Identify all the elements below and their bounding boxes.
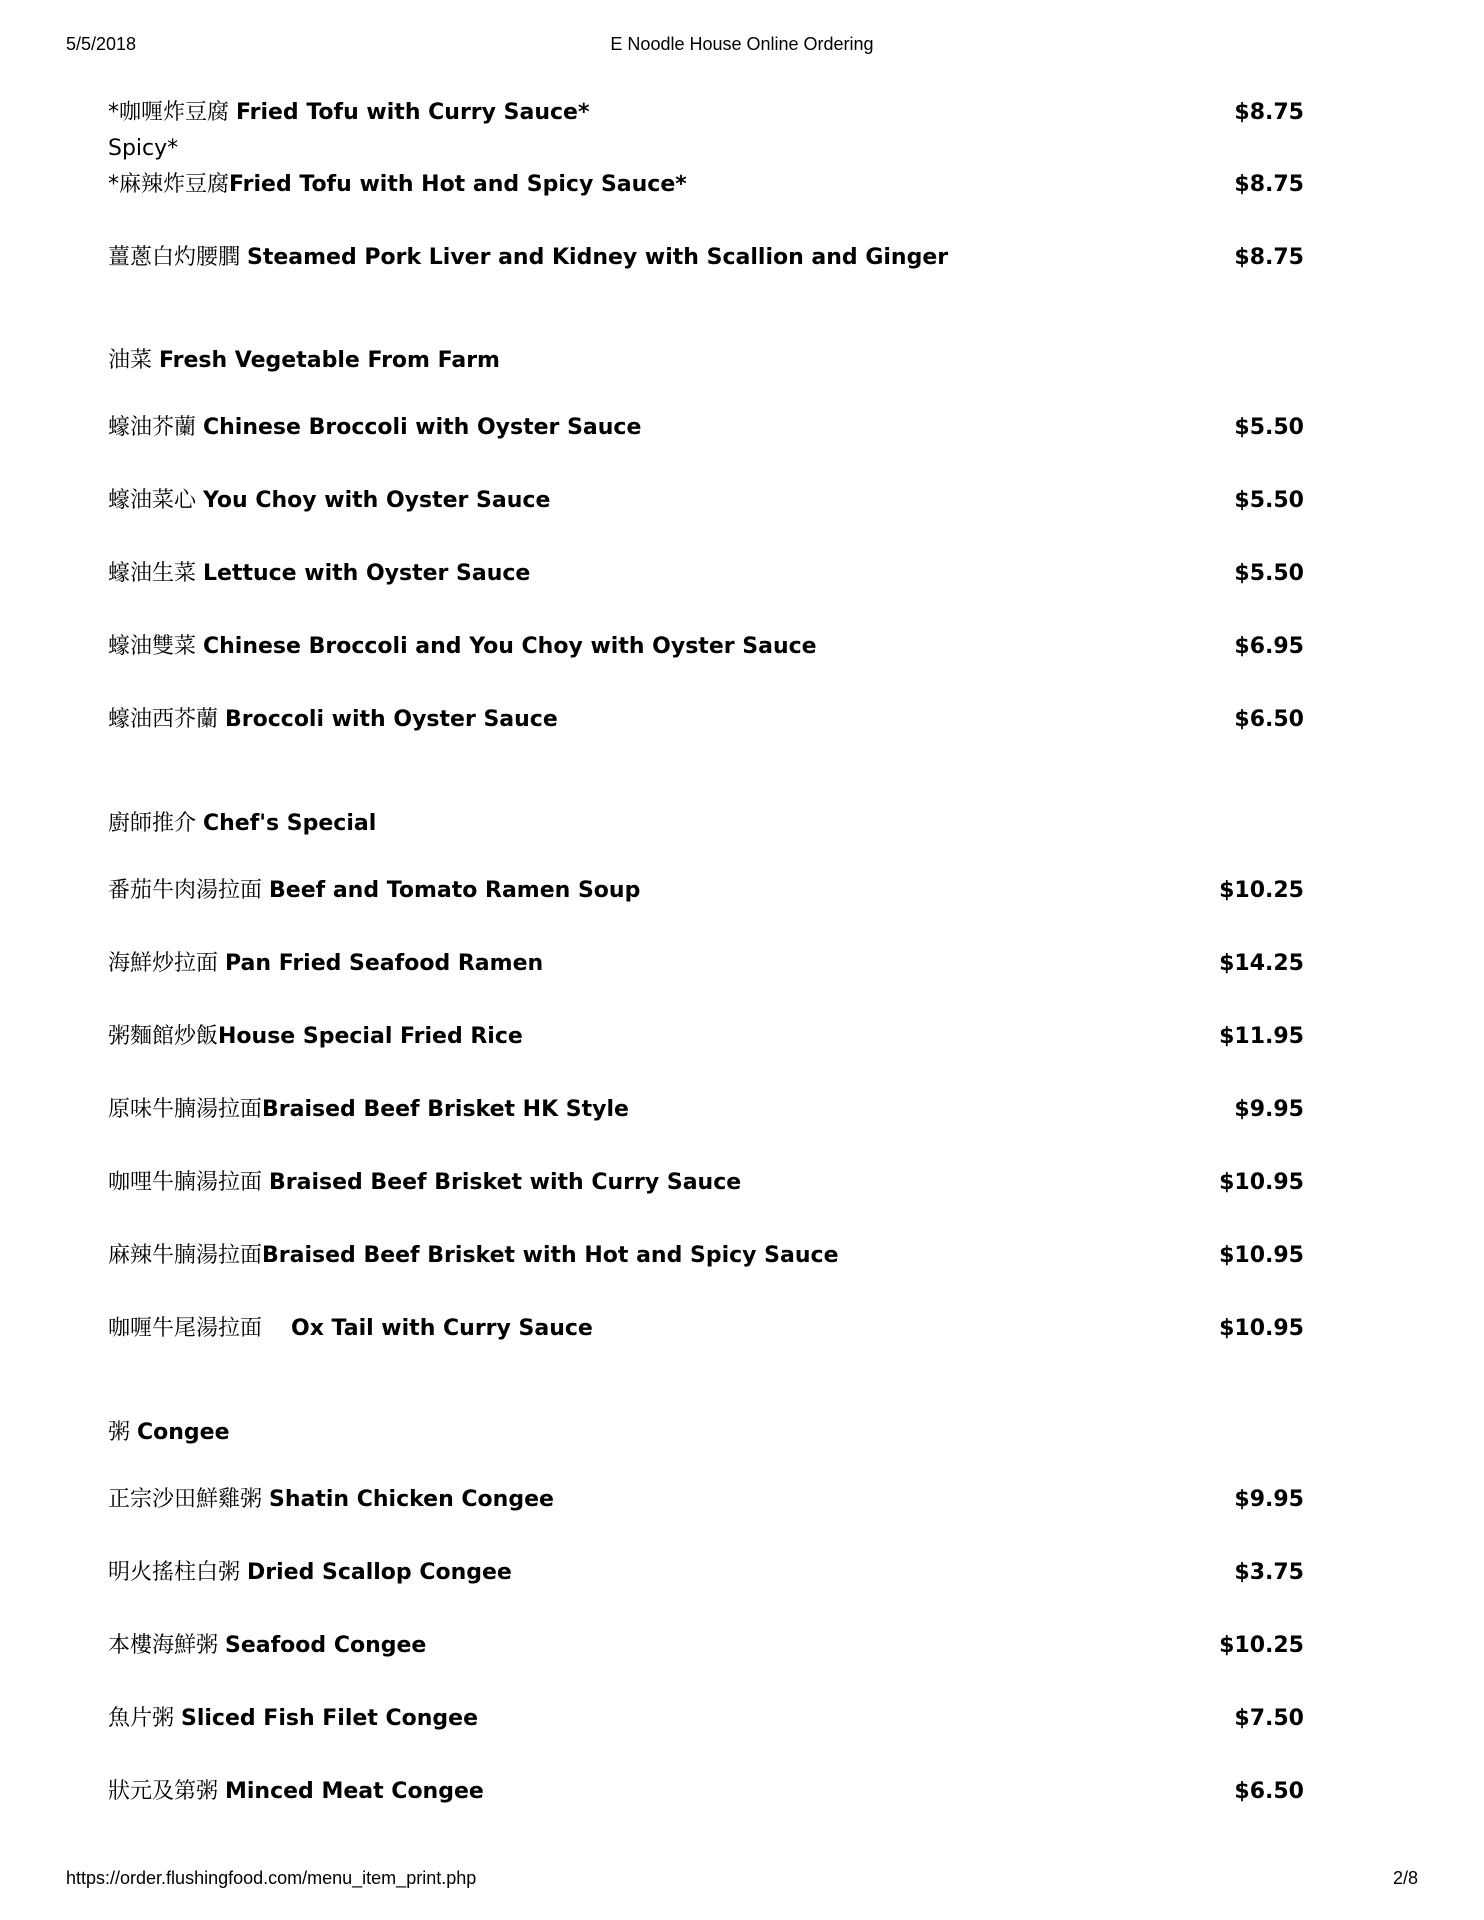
menu-item-price: $10.95 xyxy=(1219,1170,1304,1195)
menu-item xyxy=(108,1702,1304,1736)
menu-item-price: $8.75 xyxy=(1234,172,1304,197)
menu-item-price: $11.95 xyxy=(1219,1024,1304,1049)
menu-item xyxy=(108,1629,1304,1663)
menu-item-price: $7.50 xyxy=(1234,1706,1304,1731)
menu-item xyxy=(108,630,1304,664)
menu-item-name: 魚片粥 Sliced Fish Filet Congee xyxy=(108,1706,478,1731)
menu-item-name: 蠔油菜心 You Choy with Oyster Sauce xyxy=(108,488,551,513)
menu-item-name: 番茄牛肉湯拉面 Beef and Tomato Ramen Soup xyxy=(108,878,641,903)
menu-list xyxy=(108,0,1304,1860)
menu-item xyxy=(108,1556,1304,1590)
page-number: 2/8 xyxy=(1392,1868,1418,1888)
menu-item xyxy=(108,168,1304,202)
menu-item-name: 狀元及第粥 Minced Meat Congee xyxy=(108,1779,484,1804)
menu-item-name: 正宗沙田鮮雞粥 Shatin Chicken Congee xyxy=(108,1487,554,1512)
menu-item-price: $10.25 xyxy=(1219,878,1304,903)
print-date: 5/5/2018 xyxy=(66,34,137,54)
menu-item-name: 咖哩牛腩湯拉面 Braised Beef Brisket with Curry Sauce xyxy=(108,1170,742,1195)
menu-item-price: $9.95 xyxy=(1234,1487,1304,1512)
menu-item-price: $5.50 xyxy=(1234,415,1304,440)
menu-item xyxy=(108,1483,1304,1517)
section-heading: 油菜 Fresh Vegetable From Farm xyxy=(108,348,500,373)
menu-item-price: $10.95 xyxy=(1219,1316,1304,1341)
page-url: https://order.flushingfood.com/menu_item_print.php xyxy=(66,1868,477,1888)
menu-item-price: $8.75 xyxy=(1234,100,1304,125)
menu-item-price: $5.50 xyxy=(1234,488,1304,513)
menu-item xyxy=(108,411,1304,445)
menu-item-name: 粥麵館炒飯House Special Fried Rice xyxy=(108,1024,523,1049)
menu-item-name: 海鮮炒拉面 Pan Fried Seafood Ramen xyxy=(108,951,544,976)
menu-item-price: $6.50 xyxy=(1234,707,1304,732)
menu-item xyxy=(108,96,1304,130)
menu-item-name: 咖喱牛尾湯拉面 Ox Tail with Curry Sauce xyxy=(108,1316,593,1341)
menu-item xyxy=(108,947,1304,981)
menu-item-price: $3.75 xyxy=(1234,1560,1304,1585)
menu-item-price: $6.95 xyxy=(1234,634,1304,659)
menu-item-name: 原味牛腩湯拉面Braised Beef Brisket HK Style xyxy=(108,1097,629,1122)
menu-item xyxy=(108,484,1304,518)
menu-item-note: Spicy* xyxy=(108,136,179,161)
menu-item-name: 蠔油生菜 Lettuce with Oyster Sauce xyxy=(108,561,531,586)
menu-item xyxy=(108,241,1304,275)
menu-item-price: $6.50 xyxy=(1234,1779,1304,1804)
section-heading: 廚師推介 Chef's Special xyxy=(108,811,377,836)
menu-item-price: $14.25 xyxy=(1219,951,1304,976)
menu-item xyxy=(108,874,1304,908)
menu-item xyxy=(108,557,1304,591)
section-heading: 粥 Congee xyxy=(108,1420,230,1445)
menu-item-price: $10.25 xyxy=(1219,1633,1304,1658)
menu-item-name: *麻辣炸豆腐Fried Tofu with Hot and Spicy Sauce* xyxy=(108,172,687,197)
menu-item-price: $5.50 xyxy=(1234,561,1304,586)
menu-item xyxy=(108,1166,1304,1200)
print-footer xyxy=(66,1868,1418,1892)
menu-item-name: *咖喱炸豆腐 Fried Tofu with Curry Sauce* xyxy=(108,100,590,125)
menu-item xyxy=(108,1775,1304,1809)
menu-item xyxy=(108,703,1304,737)
menu-item-name: 蠔油西芥蘭 Broccoli with Oyster Sauce xyxy=(108,707,558,732)
menu-item-price: $8.75 xyxy=(1234,245,1304,270)
menu-item xyxy=(108,1312,1304,1346)
menu-item-name: 蠔油雙菜 Chinese Broccoli and You Choy with Oyster Sauce xyxy=(108,634,817,659)
menu-item xyxy=(108,1020,1304,1054)
menu-item xyxy=(108,1239,1304,1273)
menu-item-name: 蠔油芥蘭 Chinese Broccoli with Oyster Sauce xyxy=(108,415,642,440)
menu-item xyxy=(108,1093,1304,1127)
menu-item-name: 薑蔥白灼腰膶 Steamed Pork Liver and Kidney with Scallion and Ginger xyxy=(108,245,949,270)
page-title: E Noodle House Online Ordering xyxy=(610,34,874,54)
menu-item-price: $9.95 xyxy=(1234,1097,1304,1122)
menu-item-price: $10.95 xyxy=(1219,1243,1304,1268)
menu-item-name: 明火搖柱白粥 Dried Scallop Congee xyxy=(108,1560,512,1585)
menu-item-name: 麻辣牛腩湯拉面Braised Beef Brisket with Hot and Spicy Sauce xyxy=(108,1243,839,1268)
menu-item-name: 本樓海鮮粥 Seafood Congee xyxy=(108,1633,427,1658)
